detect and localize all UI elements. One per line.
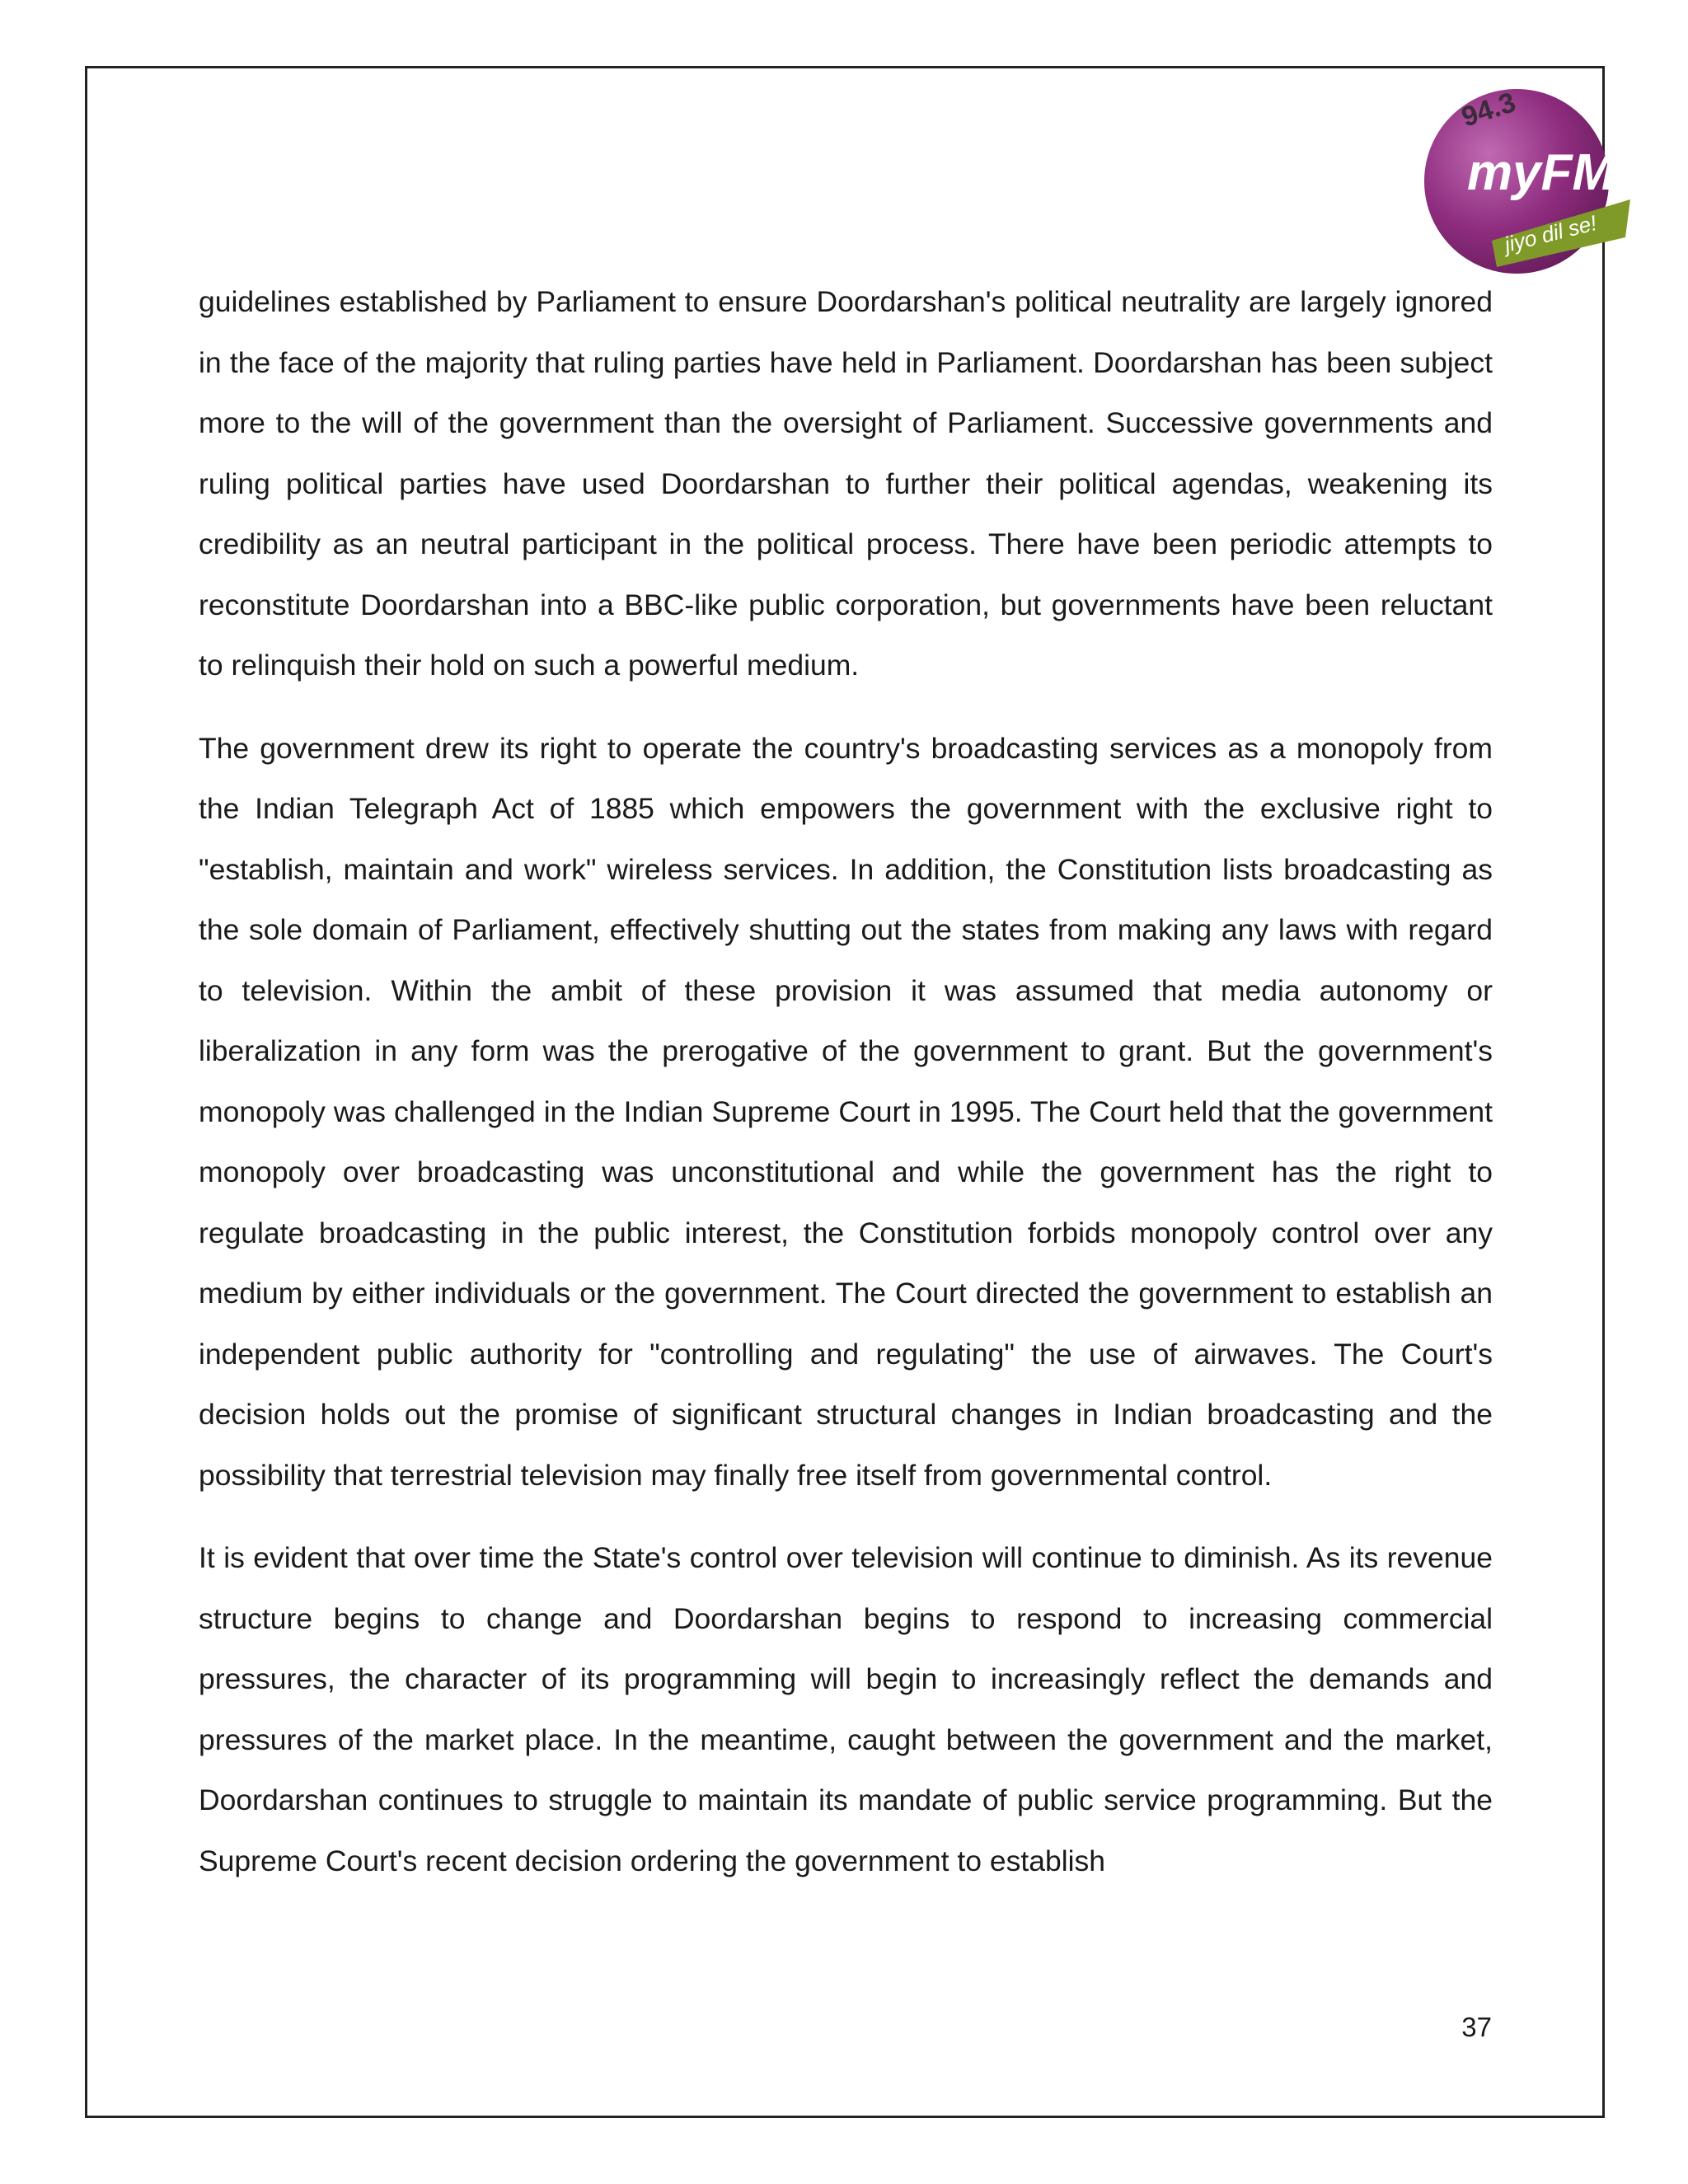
logo-brand: myFM (1467, 144, 1615, 201)
myfm-logo (1409, 76, 1632, 282)
body-text (199, 272, 1493, 1891)
logo-tagline: jiyo dil se! (1502, 210, 1600, 257)
page-number: 37 (1461, 2012, 1492, 2042)
logo-frequency: 94.3 (1457, 87, 1520, 134)
paragraph: The government drew its right to operate the country's broadcasting services as a monopoly from the Indian Telegraph Act of 1885 which empowers the government with the exclusive right to "establish, maintain and work" wireless services. In addition, the Constitution lists broadcasting as the sole domain of Parliament, effectively shutting out the states from making any laws with regard to television. Within the ambit of these provision it was assumed that media autonomy or liberalization in any form was the prerogative of the government to grant. But the government's monopoly was challenged in the Indian Supreme Court in 1995. The Court held that the government monopoly over broadcasting was unconstitutional and while the government has the right to regulate broadcasting in the public interest, the Constitution forbids monopoly control over any medium by either individuals or the government. The Court directed the government to establish an independent public authority for "controlling and regulating" the use of airwaves. The Court's decision holds out the promise of significant structural changes in Indian broadcasting and the possibility that terrestrial television may finally free itself from governmental control. (199, 731, 1493, 1492)
paragraph: guidelines established by Parliament to ensure Doordarshan's political neutrality are largely ignored in the face of the majority that ruling parties have held in Parliament. Doordarshan has been subject more to the will of the government than the oversight of Parliament. Successive governments and ruling political parties have used Doordarshan to further their political agendas, weakening its credibility as an neutral participant in the political process. There have been periodic attempts to reconstitute Doordarshan into a BBC-like public corporation, but governments have been reluctant to relinquish their hold on such a powerful medium. (199, 285, 1493, 682)
paragraph: It is evident that over time the State's control over television will continue to diminish. As its revenue structure begins to change and Doordarshan begins to respond to increasing commercial pressures, the character of its programming will begin to increasingly reflect the demands and pressures of the market place. In the meantime, caught between the government and the market, Doordarshan continues to struggle to maintain its mandate of public service programming. But the Supreme Court's recent decision ordering the government to establish (199, 1541, 1493, 1877)
